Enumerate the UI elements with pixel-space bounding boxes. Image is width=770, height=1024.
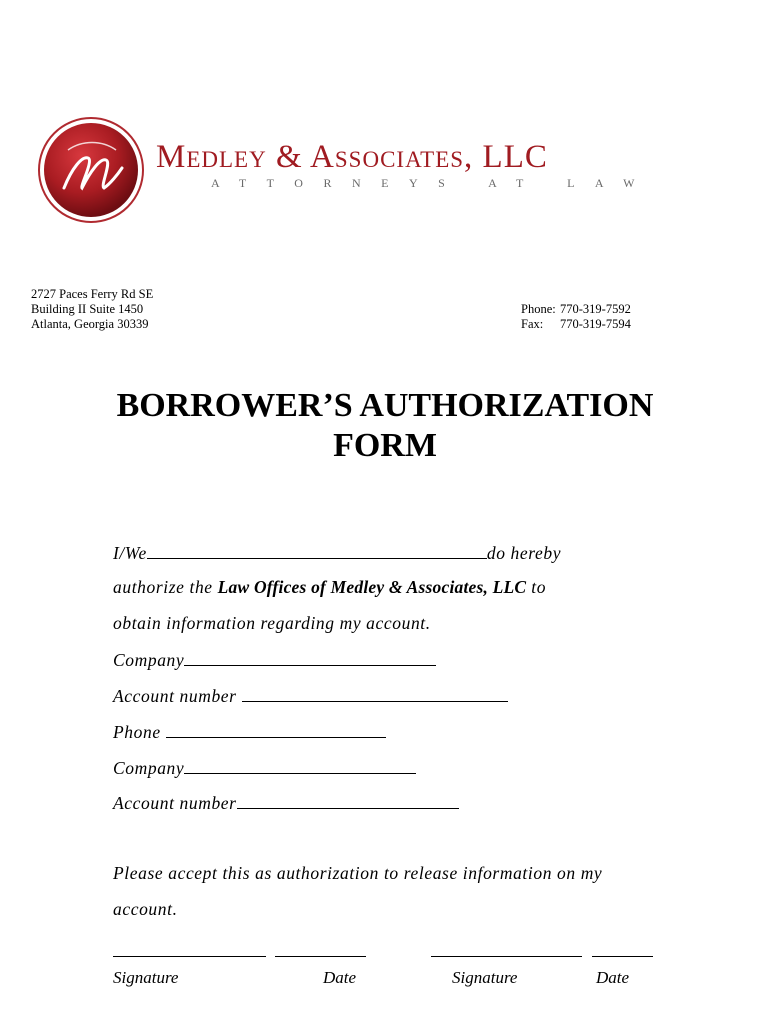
date-1-label: Date bbox=[323, 968, 357, 987]
fax-number: 770-319-7594 bbox=[560, 317, 631, 331]
company-1-label: Company bbox=[113, 650, 185, 670]
authorize-prefix: authorize the bbox=[113, 577, 218, 597]
law-offices-name: Law Offices of Medley & Associates, LLC bbox=[217, 577, 527, 597]
account-2-field[interactable] bbox=[237, 791, 459, 809]
account-2-label: Account number bbox=[113, 793, 237, 813]
firm-name: Medley & Associates, LLC bbox=[156, 139, 548, 175]
address-block bbox=[31, 287, 153, 332]
fax-label: Fax: bbox=[521, 317, 544, 331]
form-title-line-1: BORROWER’S AUTHORIZATION bbox=[116, 387, 654, 424]
please-line-2: account. bbox=[113, 899, 178, 919]
do-hereby-text: do hereby bbox=[486, 543, 562, 563]
phone-field[interactable] bbox=[166, 720, 386, 738]
firm-logo-icon bbox=[38, 116, 144, 224]
form-title bbox=[0, 386, 770, 466]
signature-2-label: Signature bbox=[452, 968, 518, 987]
contact-block bbox=[521, 302, 631, 332]
address-line-1: 2727 Paces Ferry Rd SE bbox=[31, 287, 154, 301]
authorize-line bbox=[113, 577, 546, 598]
company-1-line bbox=[113, 648, 436, 671]
company-2-line bbox=[113, 756, 416, 779]
iwe-line bbox=[113, 541, 561, 564]
firm-tagline: ATTORNEYS AT LAW bbox=[211, 176, 655, 190]
phone-field-label: Phone bbox=[113, 722, 166, 742]
obtain-line: obtain information regarding my account. bbox=[113, 613, 431, 633]
phone-number: 770-319-7592 bbox=[560, 302, 631, 316]
date-1-field[interactable] bbox=[275, 956, 366, 957]
signature-1-label: Signature bbox=[113, 968, 179, 987]
form-title-line-2: FORM bbox=[333, 427, 437, 464]
signature-2-field[interactable] bbox=[431, 956, 582, 957]
company-1-field[interactable] bbox=[184, 648, 436, 666]
date-2-field[interactable] bbox=[592, 956, 653, 957]
signature-1-field[interactable] bbox=[113, 956, 266, 957]
account-1-field[interactable] bbox=[242, 684, 508, 702]
iwe-name-field[interactable] bbox=[147, 541, 487, 559]
phone-line bbox=[113, 720, 386, 743]
company-2-field[interactable] bbox=[184, 756, 416, 774]
account-2-line bbox=[113, 791, 459, 814]
iwe-label: I/We bbox=[113, 543, 147, 563]
account-1-line bbox=[113, 684, 508, 707]
company-2-label: Company bbox=[113, 758, 185, 778]
address-line-3: Atlanta, Georgia 30339 bbox=[31, 317, 149, 331]
date-2-label: Date bbox=[596, 968, 630, 987]
authorize-suffix: to bbox=[526, 577, 547, 597]
phone-label: Phone: bbox=[521, 302, 556, 316]
account-1-label: Account number bbox=[113, 686, 242, 706]
please-line-1: Please accept this as authorization to release information on my bbox=[113, 863, 603, 883]
address-line-2: Building II Suite 1450 bbox=[31, 302, 144, 316]
